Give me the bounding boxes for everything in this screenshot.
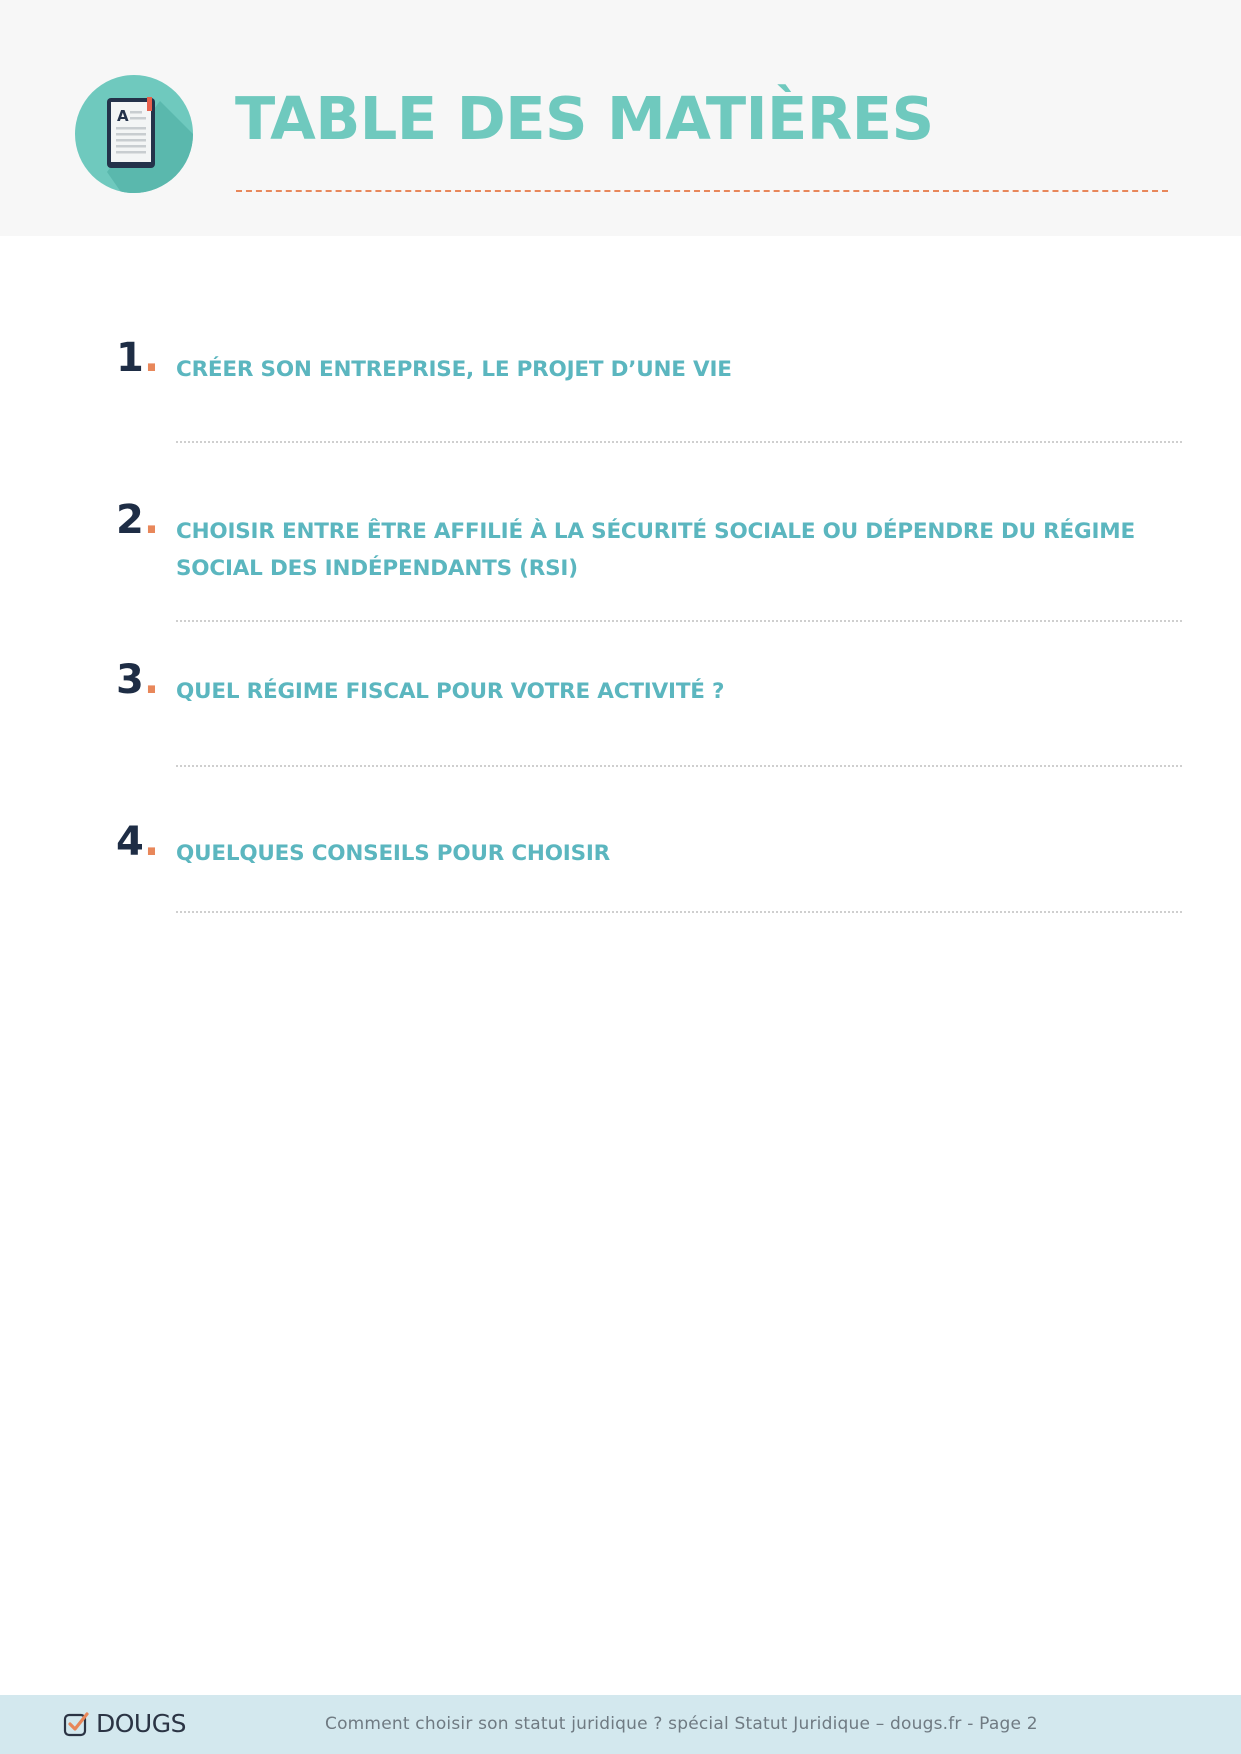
title-divider <box>236 190 1168 192</box>
toc-number: 1. <box>116 335 160 381</box>
toc-number: 3. <box>116 657 160 703</box>
toc-entry-label[interactable]: CRÉER SON ENTREPRISE, LE PROJET D’UNE VIE <box>176 357 732 382</box>
checkbox-check-icon <box>63 1711 89 1737</box>
toc-number: 2. <box>116 497 160 543</box>
dotted-separator <box>176 441 1182 443</box>
dotted-separator <box>176 620 1182 622</box>
page-header <box>0 0 1241 236</box>
document-icon <box>75 75 193 193</box>
dotted-separator <box>176 911 1182 913</box>
toc-entry-label[interactable]: CHOISIR ENTRE ÊTRE AFFILIÉ À LA SÉCURITÉ SOCIALE OU DÉPENDRE DU RÉGIME SOCIAL DES INDÉPENDANTS (RSI) <box>176 519 1135 581</box>
bullet-dot: . <box>143 497 160 543</box>
page-footer <box>0 1695 1241 1754</box>
bullet-dot: . <box>143 335 160 381</box>
toc-entry-label[interactable]: QUEL RÉGIME FISCAL POUR VOTRE ACTIVITÉ ? <box>176 679 725 704</box>
svg-text:A: A <box>117 107 129 125</box>
toc-entry-label[interactable]: QUELQUES CONSEILS POUR CHOISIR <box>176 841 611 866</box>
brand-name: DOUGS <box>96 1709 186 1738</box>
bullet-dot: . <box>143 657 160 703</box>
footer-caption: Comment choisir son statut juridique ? spécial Statut Juridique – dougs.fr - Page 2 <box>325 1714 1038 1734</box>
dotted-separator <box>176 765 1182 767</box>
bullet-dot: . <box>143 819 160 865</box>
page-title: TABLE DES MATIÈRES <box>235 84 934 153</box>
toc-number: 4. <box>116 819 160 865</box>
